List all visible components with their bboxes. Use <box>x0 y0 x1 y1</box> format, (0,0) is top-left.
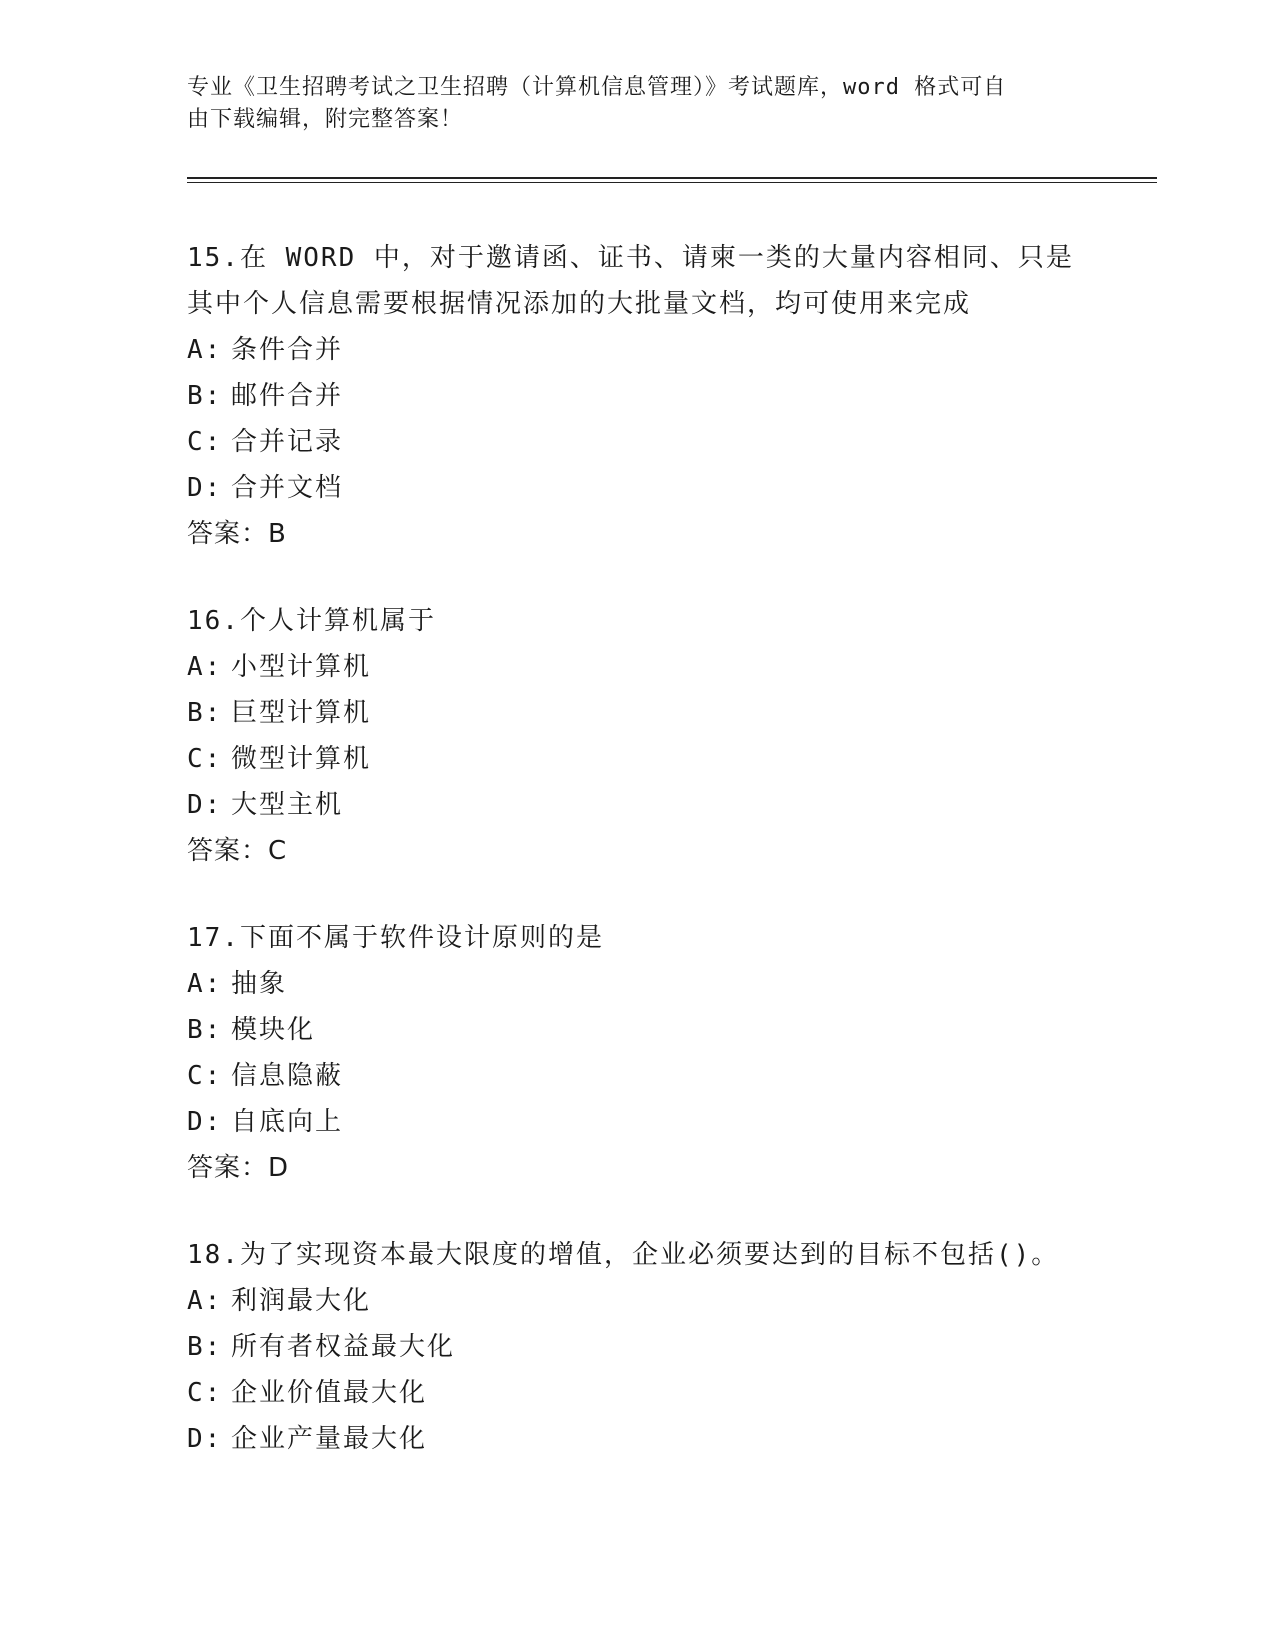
question-list <box>187 235 1077 1503</box>
option-text: 利润最大化 <box>231 1286 372 1316</box>
option-letter: D: <box>187 1107 223 1137</box>
answer-line: 答案：D <box>187 1153 290 1183</box>
option-letter: C: <box>187 1061 223 1091</box>
option-letter: B: <box>187 381 223 411</box>
option-c <box>187 1370 1077 1416</box>
option-b <box>187 1324 1077 1370</box>
option-b <box>187 1007 1077 1053</box>
question-text-line-1: 18.为了实现资本最大限度的增值，企业必须要达到的目标不包括()。 <box>187 1240 1060 1270</box>
option-text: 大型主机 <box>231 790 344 820</box>
question-text-line-2: 其中个人信息需要根据情况添加的大批量文档，均可使用来完成 <box>187 289 972 319</box>
option-letter: D: <box>187 790 223 820</box>
question-17 <box>187 915 1077 1191</box>
option-b <box>187 373 1077 419</box>
option-text: 所有者权益最大化 <box>231 1332 456 1362</box>
option-letter: A: <box>187 1286 223 1316</box>
option-letter: D: <box>187 473 223 503</box>
question-15 <box>187 235 1077 557</box>
option-text: 巨型计算机 <box>231 698 372 728</box>
option-a <box>187 961 1077 1007</box>
option-d <box>187 1416 1077 1462</box>
option-letter: C: <box>187 427 223 457</box>
header-divider-thick <box>187 177 1157 179</box>
option-text: 信息隐蔽 <box>231 1061 344 1091</box>
option-d <box>187 782 1077 828</box>
option-text: 模块化 <box>231 1015 316 1045</box>
option-text: 邮件合并 <box>231 381 344 411</box>
option-text: 企业产量最大化 <box>231 1424 428 1454</box>
answer-line: 答案：B <box>187 519 287 549</box>
option-b <box>187 690 1077 736</box>
question-text-line-1: 16.个人计算机属于 <box>187 606 436 636</box>
option-letter: C: <box>187 744 223 774</box>
option-text: 企业价值最大化 <box>231 1378 428 1408</box>
option-a <box>187 644 1077 690</box>
option-letter: A: <box>187 335 223 365</box>
document-header <box>187 72 1067 136</box>
option-text: 合并文档 <box>231 473 344 503</box>
option-letter: C: <box>187 1378 223 1408</box>
option-text: 自底向上 <box>231 1107 344 1137</box>
option-text: 抽象 <box>231 969 288 999</box>
option-a <box>187 327 1077 373</box>
option-a <box>187 1278 1077 1324</box>
option-d <box>187 1099 1077 1145</box>
header-line-2: 由下载编辑，附完整答案！ <box>187 107 464 132</box>
option-letter: B: <box>187 1332 223 1362</box>
option-letter: D: <box>187 1424 223 1454</box>
question-16 <box>187 598 1077 874</box>
option-text: 小型计算机 <box>231 652 372 682</box>
header-line-1: 专业《卫生招聘考试之卫生招聘（计算机信息管理）》考试题库，word 格式可自 <box>187 75 1007 100</box>
answer-line: 答案：C <box>187 836 288 866</box>
question-18 <box>187 1232 1077 1462</box>
option-c <box>187 419 1077 465</box>
question-text-line-1: 17.下面不属于软件设计原则的是 <box>187 923 604 953</box>
question-text-line-1: 15.在 WORD 中，对于邀请函、证书、请柬一类的大量内容相同、只是 <box>187 243 1074 273</box>
header-divider-thin <box>187 182 1157 183</box>
option-letter: A: <box>187 969 223 999</box>
option-letter: B: <box>187 1015 223 1045</box>
option-letter: A: <box>187 652 223 682</box>
option-text: 条件合并 <box>231 335 344 365</box>
option-text: 微型计算机 <box>231 744 372 774</box>
option-c <box>187 1053 1077 1099</box>
option-d <box>187 465 1077 511</box>
option-letter: B: <box>187 698 223 728</box>
option-c <box>187 736 1077 782</box>
option-text: 合并记录 <box>231 427 344 457</box>
